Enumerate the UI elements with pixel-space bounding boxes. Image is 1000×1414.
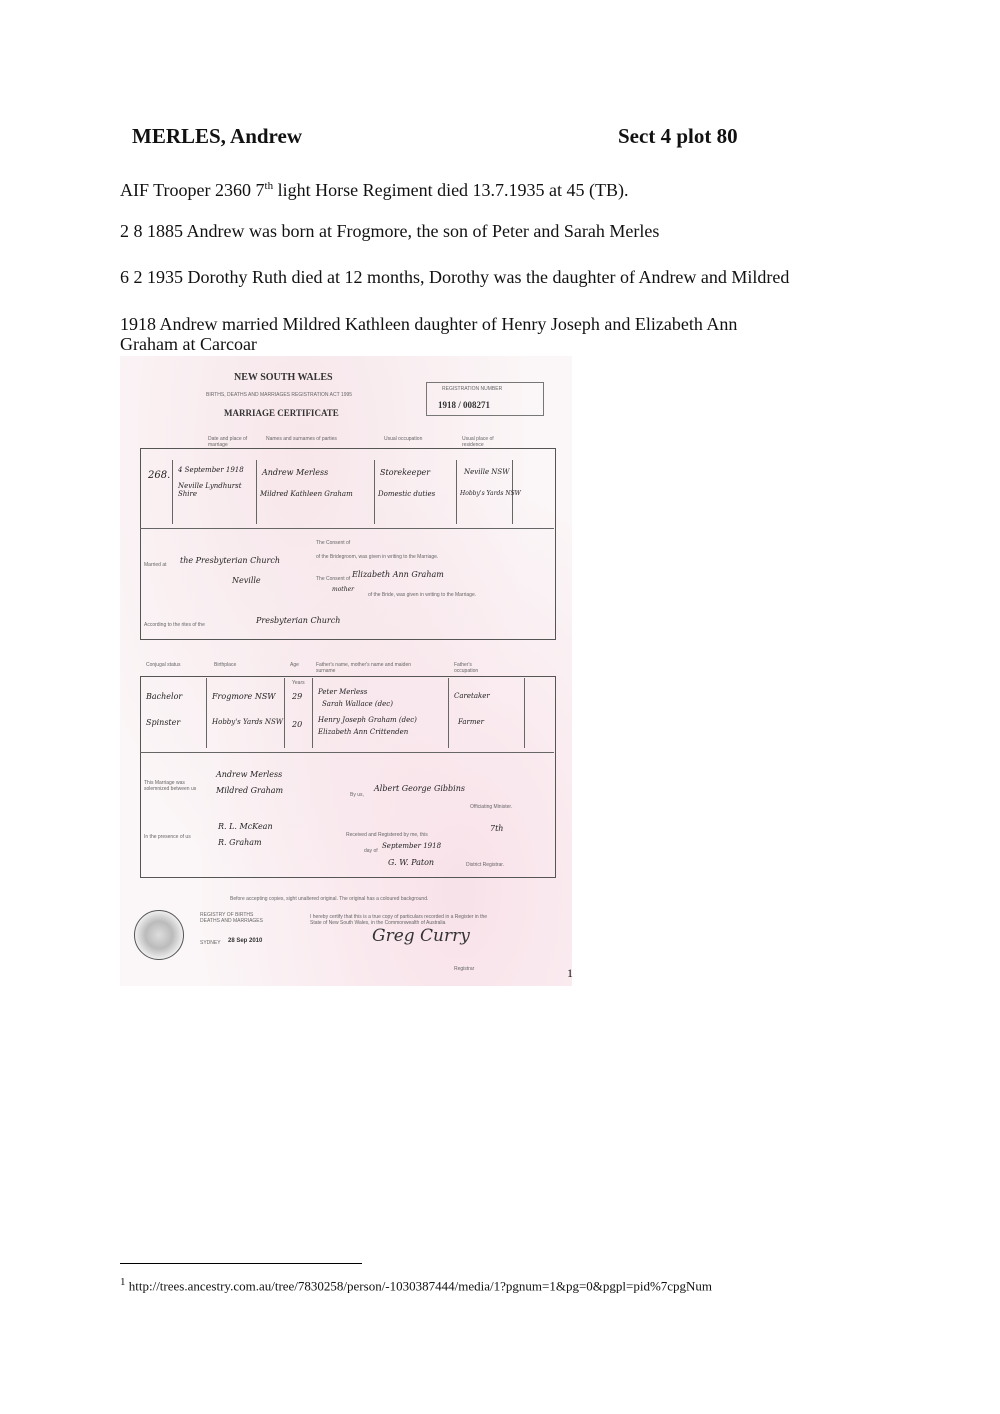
col-rule bbox=[524, 678, 525, 748]
consent-label-4: of the Bride, was given in writing to the Marriage. bbox=[368, 592, 477, 598]
col-age: Age bbox=[290, 662, 299, 668]
daughter-death-paragraph: 6 2 1935 Dorothy Ruth died at 12 months, Dorothy was the daughter of Andrew and Mildred bbox=[120, 267, 790, 287]
upper-divider bbox=[140, 528, 554, 529]
footnote-url[interactable]: http://trees.ancestry.com.au/tree/7830258/person/-1030387444/media/1?pgnum=1&pg=0&pgpl=pid%7cpgNum bbox=[128, 1278, 713, 1294]
col-date-place: Date and place of marriage bbox=[208, 436, 248, 448]
col-names: Names and surnames of parties bbox=[266, 436, 337, 442]
day-of-label: day of bbox=[364, 848, 378, 854]
certify-statement: I hereby certify that this is a true copy of particulars recorded in a Register in the State of New South Wales, in the Commonwealth of Australia bbox=[310, 914, 488, 926]
hw-groom-mother: Sarah Wallace (dec) bbox=[322, 700, 393, 708]
hw-bride-res: Hobby's Yards NSW bbox=[460, 490, 521, 497]
birth-paragraph: 2 8 1885 Andrew was born at Frogmore, the son of Peter and Sarah Merles bbox=[120, 221, 660, 241]
service-text-a: AIF Trooper 2360 7 bbox=[120, 180, 265, 200]
hw-mother: mother bbox=[332, 586, 354, 593]
entry-number: 268. bbox=[148, 470, 171, 481]
hw-bride-consent: Elizabeth Ann Graham bbox=[352, 570, 444, 579]
hw-registrar-sig: G. W. Paton bbox=[388, 858, 435, 867]
hw-groom-father: Peter Merless bbox=[318, 688, 368, 696]
marriage-paragraph-line1: 1918 Andrew married Mildred Kathleen daughter of Henry Joseph and Elizabeth Ann bbox=[120, 314, 738, 334]
reg-number: 1918 / 008271 bbox=[438, 400, 491, 410]
hw-groom-father-occ: Caretaker bbox=[454, 692, 490, 700]
col-occupation: Usual occupation bbox=[384, 436, 423, 442]
hw-bride-mother: Elizabeth Ann Crittenden bbox=[318, 728, 409, 736]
hw-bride-occ: Domestic duties bbox=[378, 490, 436, 498]
service-text-b: light Horse Regiment died 13.7.1935 at 45 (TB). bbox=[273, 180, 629, 200]
footnote-marker: 1 bbox=[567, 966, 573, 980]
col-rule bbox=[284, 678, 285, 748]
footnote-ref: 1 bbox=[120, 1276, 126, 1288]
before-accepting-note: Before accepting copies, sight unaltered original. The original has a coloured background. bbox=[230, 896, 429, 902]
hw-groom-status: Bachelor bbox=[146, 692, 183, 701]
hw-witness1: R. L. McKean bbox=[218, 822, 273, 831]
sydney-label: SYDNEY bbox=[200, 940, 221, 946]
col-father: Father's name, mother's name and maiden surname bbox=[316, 662, 412, 674]
footnote bbox=[120, 1276, 712, 1294]
hw-groom-birth: Frogmore NSW bbox=[212, 692, 276, 701]
person-name-heading: MERLES, Andrew bbox=[132, 124, 302, 148]
cert-act: BIRTHS, DEATHS AND MARRIAGES REGISTRATION ACT 1995 bbox=[206, 392, 353, 398]
registry-seal bbox=[134, 910, 184, 960]
col-conjugal: Conjugal status bbox=[146, 662, 181, 668]
ordinal-suffix: th bbox=[264, 180, 274, 192]
col-rule bbox=[456, 460, 457, 524]
hw-witness2: R. Graham bbox=[218, 838, 262, 847]
consent-label-2: of the Bridegroom, was given in writing to the Marriage. bbox=[316, 554, 439, 560]
col-residence: Usual place of residence bbox=[462, 436, 494, 448]
hw-groom-age: 29 bbox=[292, 692, 303, 701]
col-birthplace: Birthplace bbox=[214, 662, 237, 668]
hw-reg-month: September 1918 bbox=[382, 842, 442, 850]
col-rule bbox=[256, 460, 257, 524]
marriage-paragraph-line2: Graham at Carcoar bbox=[120, 334, 257, 354]
col-rule bbox=[312, 678, 313, 748]
hw-rites: Presbyterian Church bbox=[256, 616, 341, 625]
cert-title: MARRIAGE CERTIFICATE bbox=[224, 408, 339, 418]
registry-name: REGISTRY OF BIRTHS DEATHS AND MARRIAGES bbox=[200, 912, 263, 924]
plot-location-heading: Sect 4 plot 80 bbox=[618, 124, 738, 148]
hw-groom: Andrew Merless bbox=[262, 468, 329, 477]
hw-bride-father-occ: Farmer bbox=[458, 718, 485, 726]
col-rule bbox=[448, 678, 449, 748]
marriage-certificate-image bbox=[120, 356, 572, 986]
hw-church: the Presbyterian Church bbox=[180, 556, 281, 565]
lower-divider bbox=[140, 752, 554, 753]
registrar-label: Registrar bbox=[454, 966, 475, 972]
hw-greg-signature: Greg Curry bbox=[372, 926, 470, 946]
marriage-between-label: This Marriage was solemnized between us bbox=[144, 780, 197, 792]
received-label: Received and Registered by me, this bbox=[346, 832, 428, 838]
hw-bride-status: Spinster bbox=[146, 718, 181, 727]
service-paragraph bbox=[120, 176, 629, 200]
hw-sig-groom: Andrew Merless bbox=[216, 770, 283, 779]
col-father-occ: Father's occupation bbox=[454, 662, 479, 674]
cert-state: NEW SOUTH WALES bbox=[234, 372, 333, 383]
years-label: Years bbox=[292, 680, 305, 686]
hw-groom-res: Neville NSW bbox=[464, 468, 510, 476]
reg-label: REGISTRATION NUMBER bbox=[442, 386, 503, 392]
hw-place: Neville Lyndhurst Shire bbox=[178, 482, 242, 498]
col-rule bbox=[374, 460, 375, 524]
hw-bride: Mildred Kathleen Graham bbox=[260, 490, 353, 498]
married-at-label: Married at bbox=[144, 562, 167, 568]
issue-date: 28 Sep 2010 bbox=[228, 938, 263, 944]
col-rule bbox=[172, 460, 173, 524]
hw-church-place: Neville bbox=[232, 576, 261, 585]
hw-sig-bride: Mildred Graham bbox=[216, 786, 284, 795]
presence-label: In the presence of us bbox=[144, 834, 191, 840]
officiating-label: Officiating Minister. bbox=[470, 804, 513, 810]
hw-bride-father: Henry Joseph Graham (dec) bbox=[318, 716, 417, 724]
col-rule bbox=[206, 678, 207, 748]
hw-minister: Albert George Gibbins bbox=[374, 784, 465, 793]
consent-label-3: The Consent of bbox=[316, 576, 351, 582]
district-registrar-label: District Registrar. bbox=[466, 862, 505, 868]
according-label: According to the rites of the bbox=[144, 622, 205, 628]
consent-label-1: The Consent of bbox=[316, 540, 351, 546]
hw-reg-day: 7th bbox=[490, 824, 504, 833]
hw-bride-birth: Hobby's Yards NSW bbox=[212, 718, 283, 726]
hw-groom-occ: Storekeeper bbox=[380, 468, 431, 477]
by-us-label: By us, bbox=[350, 792, 364, 798]
hw-date: 4 September 1918 bbox=[178, 466, 244, 474]
footnote-rule bbox=[120, 1263, 362, 1264]
hw-bride-age: 20 bbox=[292, 720, 303, 729]
